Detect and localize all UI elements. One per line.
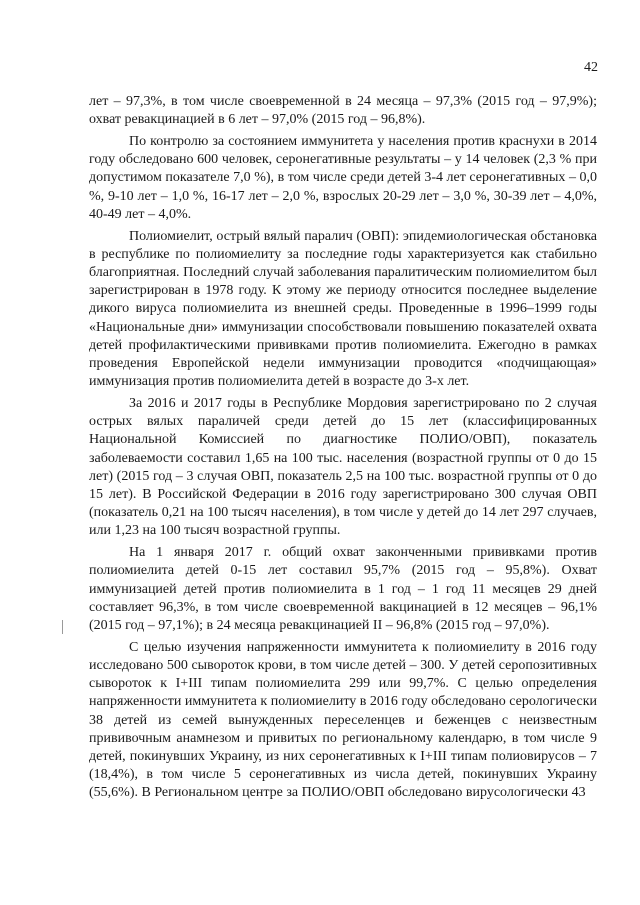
paragraph-rubella-immunity: По контролю за состоянием иммунитета у населения против краснухи в 2014 году обследовано 600 человек, серонегативные результаты – у 14 человек (2,3 % при допустимом показателе 7,0 %), в том числе среди детей 3-4 лет серонегативных – 0,0 %, 9-10 лет – 1,0 %, 16-17 лет – 2,0 %, взрослых 20-29 лет – 3,0 %, 30-39 лет – 4,0%, 40-49 лет – 4,0%. xyxy=(89,134,597,222)
paragraph-measles-continuation: лет – 97,3%, в том числе своевременной в 24 месяца – 97,3% (2015 год – 97,9%); охват ревакцинацией в 6 лет – 97,0% (2015 год – 96,8%). xyxy=(89,94,597,128)
page-number: 42 xyxy=(584,60,598,75)
document-body xyxy=(89,93,597,806)
margin-mark xyxy=(62,620,63,634)
paragraph-polio-serology: С целью изучения напряженности иммунитета к полиомиелиту в 2016 году исследовано 500 сывороток крови, в том числе детей – 300. У детей серопозитивных сывороток к I+III типам полиомиелита 299 или 99,7%. С целью определения напряженности иммунитета к полиомиелиту в 2016 году обследовано серологически 38 детей из семей вынужденных переселенцев и беженцев с неизвестным прививочным анамнезом и привитых по региональному календарю, в том числе 9 детей, покинувших Украину, из них серонегативных к I+III типам полиовирусов – 7 (18,4%), в том числе 5 серонегативных из числа детей, покинувших Украину (55,6%). В Региональном центре за ПОЛИО/ОВП обследовано вирусологически 43 xyxy=(89,639,597,801)
paragraph-afp-cases: За 2016 и 2017 годы в Республике Мордовия зарегистрировано по 2 случая острых вялых параличей среди детей до 15 лет (классифицированных Национальной Комиссией по диагностике ПОЛИО/ОВП), показатель заболеваемости составил 1,65 на 100 тыс. населения (возрастной группы от 0 до 15 лет) (2015 год – 3 случая ОВП, показатель 2,5 на 100 тыс. возрастной группы от 0 до 15 лет). В Российской Федерации в 2016 году зарегистрировано 300 случая ОВП (показатель 0,21 на 100 тысяч населения), в том числе у детей до 14 лет 297 случаев, или 1,23 на 100 тысяч возрастной группы. xyxy=(89,396,597,539)
paragraph-polio-coverage: На 1 января 2017 г. общий охват законченными прививками против полиомиелита детей 0-15 лет составил 95,7% (2015 год – 95,8%). Охват иммунизацией детей против полиомиелита в 1 год – 1 год 11 месяцев 29 дней составляет 96,3%, в том числе своевременной вакцинацией в 12 месяцев – 96,1% (2015 год – 97,1%); в 24 месяца ревакцинацией II – 96,8% (2015 год – 97,0%). xyxy=(89,545,597,634)
paragraph-polio-situation: Полиомиелит, острый вялый паралич (ОВП): эпидемиологическая обстановка в республике по полиомиелиту за последние годы характеризуется как стабильно благоприятная. Последний случай заболевания паралитическим полиомиелитом был зарегистрирован в 1978 году. К этому же периоду относится последнее выделение дикого вируса полиомиелита из внешней среды. Проведенные в 1996–1999 годы «Национальные дни» иммунизации способствовали повышению показателей охвата детей профилактическими прививками против полиомиелита. Ежегодно в рамках проведения Европейской недели иммунизации проводится «подчищающая» иммунизация против полиомиелита детей в возрасте до 3-х лет. xyxy=(89,228,597,390)
